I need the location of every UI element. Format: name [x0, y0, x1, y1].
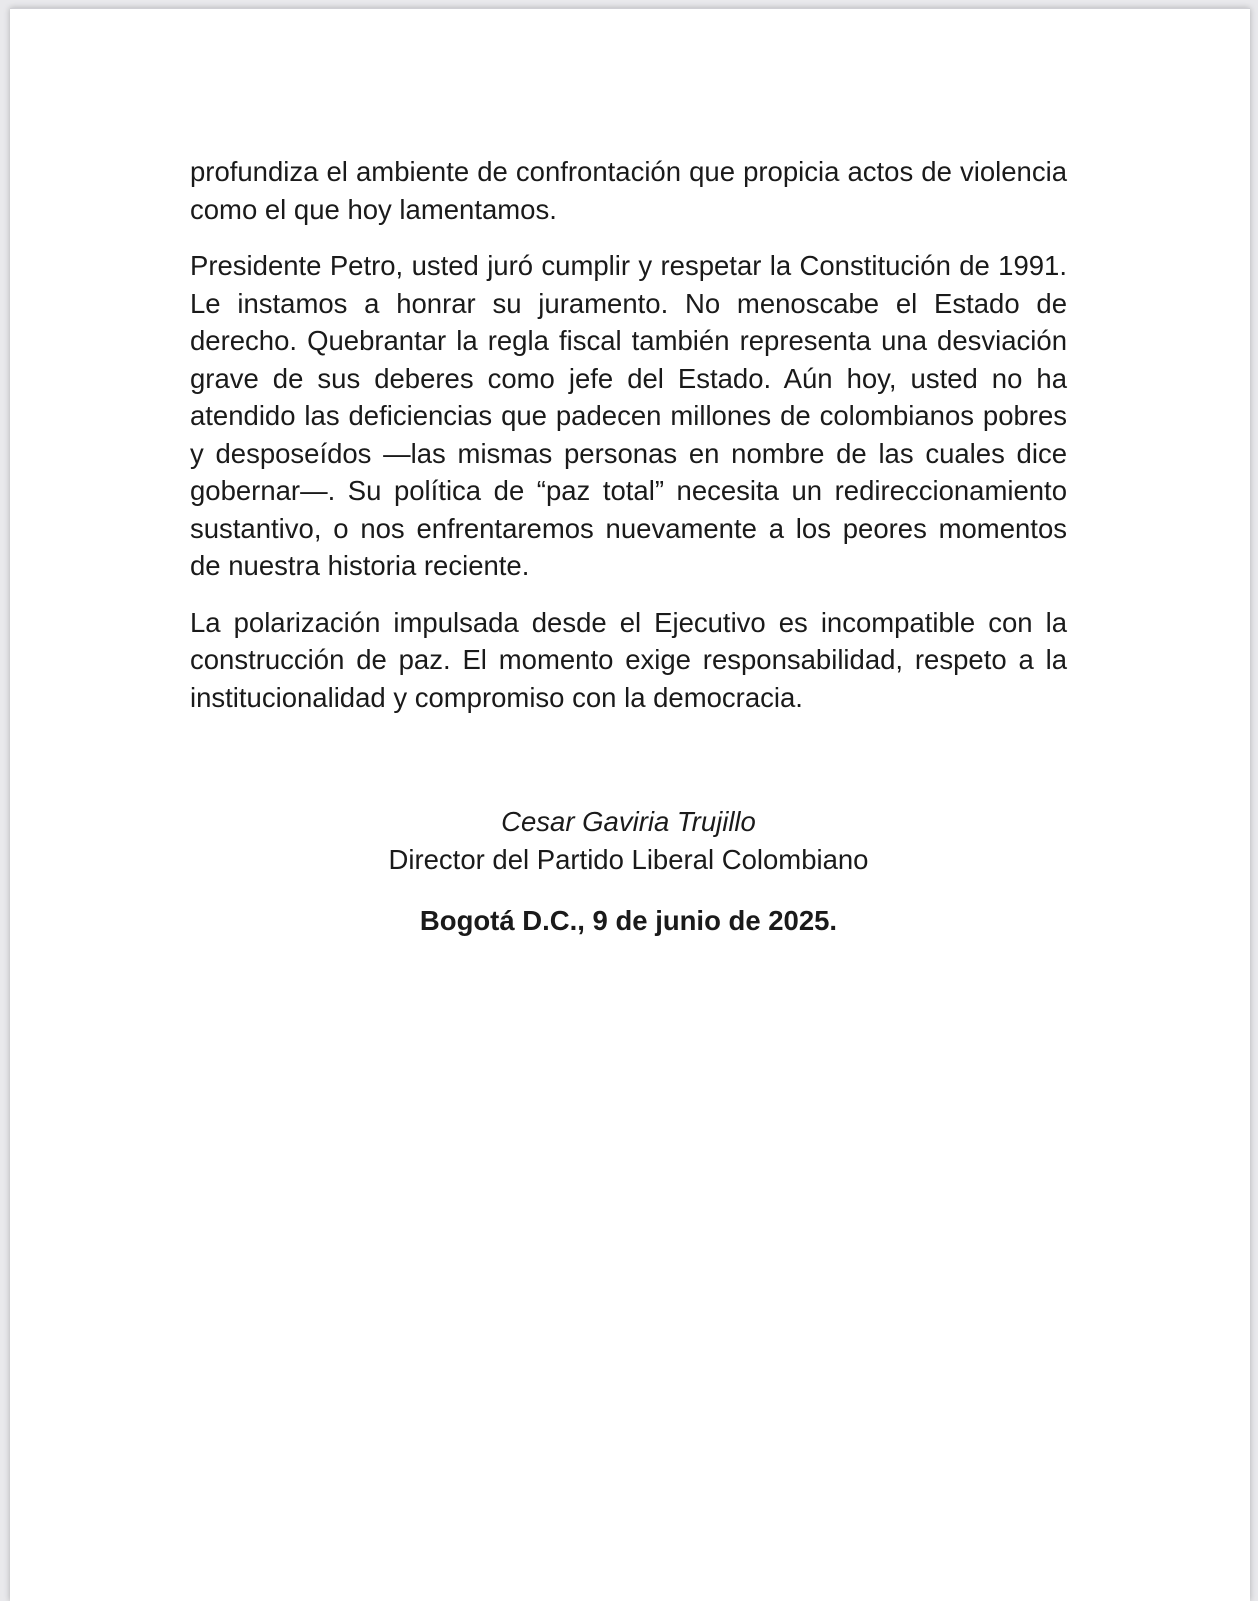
paragraph-3: La polarización impulsada desde el Ejecutivo es incompatible con la construcción de paz. El momento exige responsabilidad, respeto a la institucionalidad y compromiso con la democracia. — [190, 606, 1067, 713]
paragraph-2: Presidente Petro, usted juró cumplir y respetar la Constitución de 1991. Le instamos a honrar su juramento. No menoscabe el Estado de derecho. Quebrantar la regla fiscal también representa una desviación grave de sus deberes como jefe del Estado. Aún hoy, usted no ha atendido las deficiencias que padecen millones de colombianos pobres y desposeídos —las mismas personas en nombre de las cuales dice gobernar—. Su política de “paz total” necesita un redireccionamiento sustantivo, o nos enfrentaremos nuevamente a los peores momentos de nuestra historia reciente. — [190, 250, 1067, 581]
signatory-name: Cesar Gaviria Trujillo — [501, 806, 756, 837]
signatory-title: Director del Partido Liberal Colombiano — [388, 843, 869, 875]
signature-block — [190, 803, 1067, 940]
document-page — [10, 8, 1250, 1601]
document-body — [190, 153, 1067, 936]
place-and-date: Bogotá D.C., 9 de junio de 2025. — [419, 905, 838, 936]
paragraph-1: profundiza el ambiente de confrontación que propicia actos de violencia como el que hoy lamentamos. — [190, 156, 1067, 225]
